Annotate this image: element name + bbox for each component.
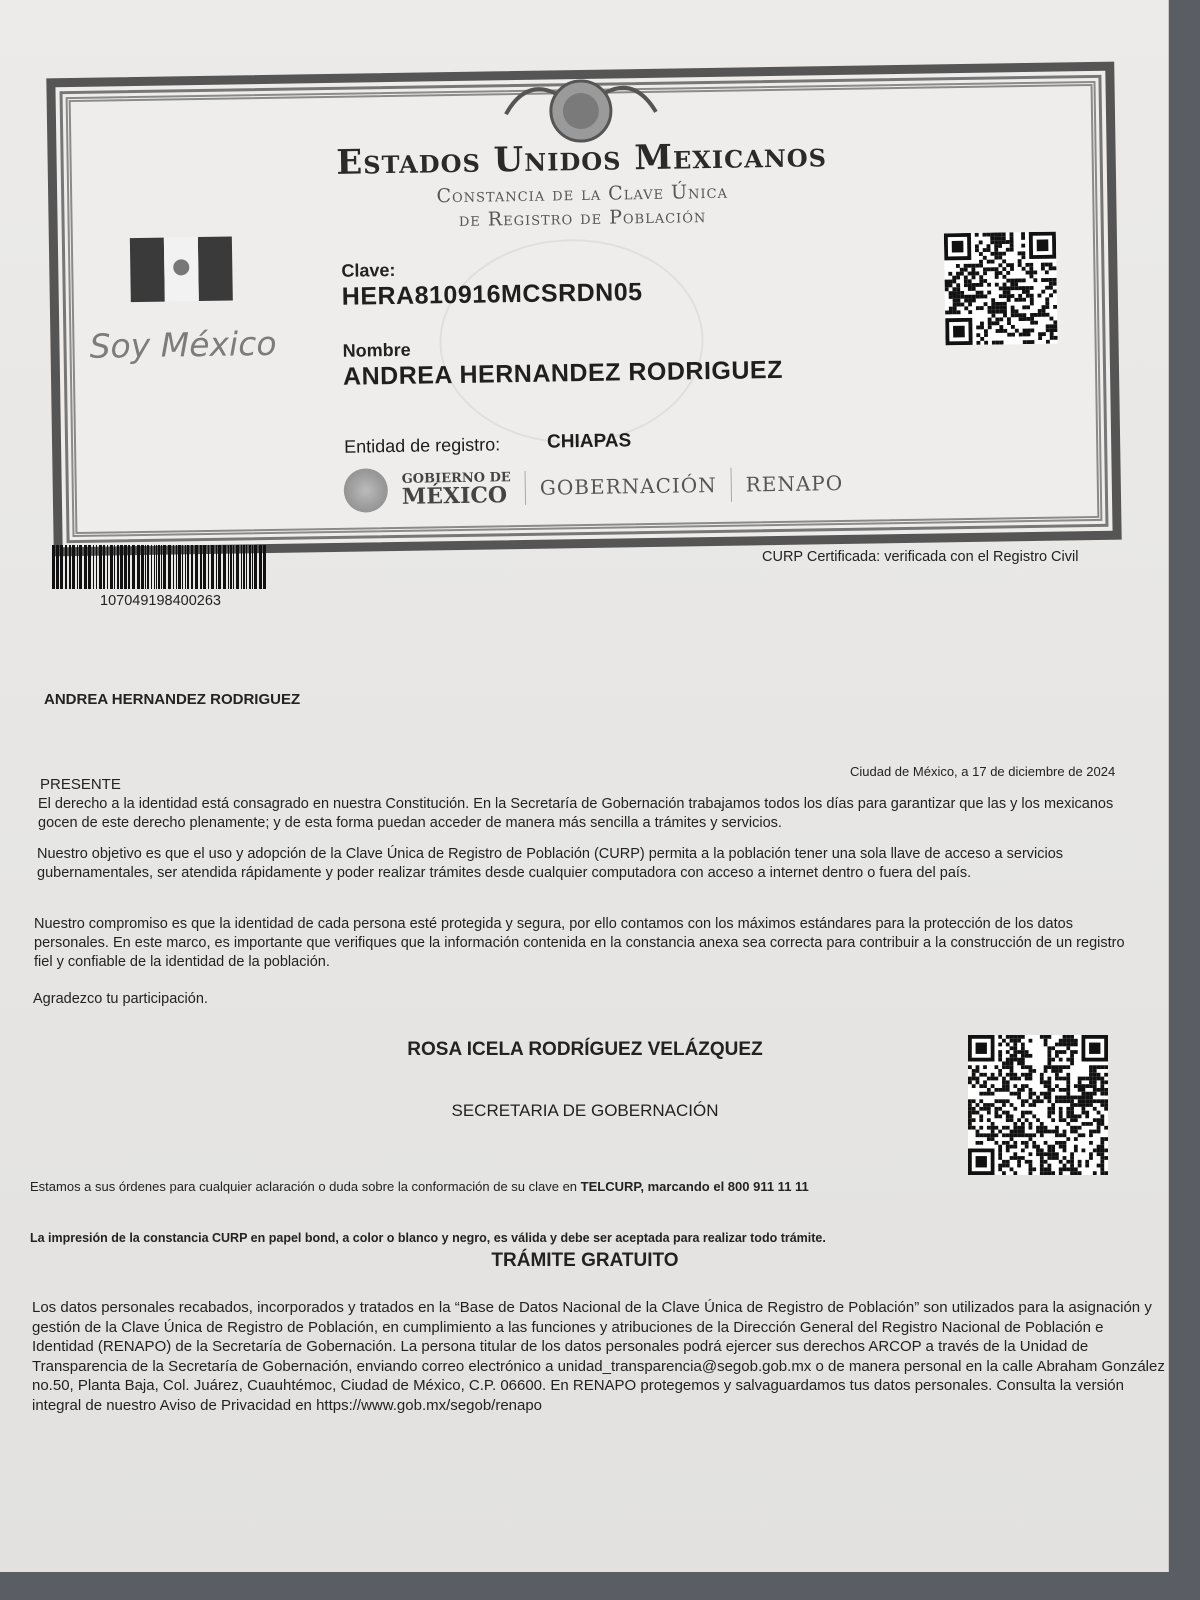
government-logos — [343, 461, 843, 513]
renapo-logo: RENAPO — [745, 470, 844, 497]
clave-value: HERA810916MCSRDN05 — [341, 278, 643, 311]
entidad-value: CHIAPAS — [546, 430, 632, 453]
tramite-gratuito: TRÁMITE GRATUITO — [491, 1250, 679, 1271]
recipient-name: ANDREA HERNANDEZ RODRIGUEZ — [44, 691, 301, 708]
gobierno-de-mexico-logo: GOBIERNO DE MÉXICO — [401, 469, 511, 510]
gobernacion-logo: GOBERNACIÓN — [539, 472, 717, 500]
nombre-label: Nombre — [342, 339, 411, 361]
document-subtitle-line2: de Registro de Población — [458, 205, 707, 231]
mexico-flag-icon — [130, 237, 233, 303]
eagle-emblem-icon — [343, 468, 388, 513]
document-subtitle-line1: Constancia de la Clave Única — [436, 180, 729, 208]
logo-divider — [730, 468, 732, 502]
nombre-value: ANDREA HERNANDEZ RODRIGUEZ — [342, 355, 784, 391]
barcode-icon — [52, 545, 270, 589]
letter-paragraph: Nuestro objetivo es que el uso y adopción de la Clave Única de Registro de Población (CURP) permita a la población tener una sola llave de acceso a servicios gubernamentales, ser atendida rápidamente y poder realizar trámites desde cualquier computadora con acceso a internet dentro o fuera del país. — [37, 846, 1064, 881]
letter-greeting: PRESENTE — [40, 776, 121, 793]
barcode-number: 107049198400263 — [100, 593, 221, 609]
signer-name: ROSA ICELA RODRÍGUEZ VELÁZQUEZ — [407, 1039, 763, 1060]
privacy-notice: Los datos personales recabados, incorporados y tratados en la “Base de Datos Nacional de la Clave Única de Registro de Población” son utilizados para la asignación y gestión de la Clave Única de Registro de Población, en cumplimiento a las funciones y atribuciones de la Dirección General del Registro Nacional de Población e Identidad (RENAPO) de la Secretaría de Gobernación. La persona titular de los datos personales podrá ejercer sus derechos ARCOP a través de la Unidad de Transparencia de la Secretaría de Gobernación, enviando correo electrónico a unidad_transparencia@segob.gob.mx o de manera personal en la calle Abraham González no.50, Planta Baja, Col. Juárez, Cuauhtémoc, Ciudad de México, C.P. 06600. En RENAPO protegemos y salvaguardamos tus datos personales. Consulta la versión integral de nuestro Aviso de Privacidad en https://www.gob.mx/segob/renapo — [32, 1299, 1165, 1414]
letter-paragraph: El derecho a la identidad está consagrado en nuestra Constitución. En la Secretaría de Gobernación trabajamos todos los días para garantizar que las y los mexicanos gocen de este derecho plenamente; y de esta forma puedan acceder de manera más sencilla a trámites y servicios. — [38, 796, 1114, 831]
letter-paragraph: Nuestro compromiso es que la identidad de cada persona esté protegida y segura, por ello contamos con los máximos estándares para la protección de los datos personales. En este marco, es importante que verifiques que la información contenida en la constancia anexa sea correcta para contribuir a la construcción de un registro fiel y confiable de la identidad de la población. — [34, 916, 1125, 970]
qr-code-icon — [968, 1035, 1108, 1175]
curp-certificada-note: CURP Certificada: verificada con el Registro Civil — [762, 549, 1079, 565]
qr-code-icon — [944, 232, 1058, 346]
help-line: Estamos a sus órdenes para cualquier aclaración o duda sobre la conformación de su clave en TELCURP, marcando el 800 911 11 11 — [30, 1179, 809, 1194]
signer-title: SECRETARIA DE GOBERNACIÓN — [451, 1101, 719, 1120]
document-title: Estados Unidos Mexicanos — [336, 135, 828, 183]
logo-divider — [525, 471, 527, 505]
bond-notice: La impresión de la constancia CURP en papel bond, a color o blanco y negro, es válida y debe ser aceptada para realizar todo trámite. — [30, 1231, 826, 1245]
certificate-frame — [46, 62, 1121, 557]
slogan: Soy México — [89, 323, 277, 366]
letter-date: Ciudad de México, a 17 de diciembre de 2024 — [850, 764, 1116, 779]
national-seal-icon — [495, 72, 666, 145]
entidad-label: Entidad de registro: — [343, 434, 501, 457]
letter-closing: Agradezco tu participación. — [33, 991, 208, 1007]
clave-label: Clave: — [341, 259, 396, 281]
